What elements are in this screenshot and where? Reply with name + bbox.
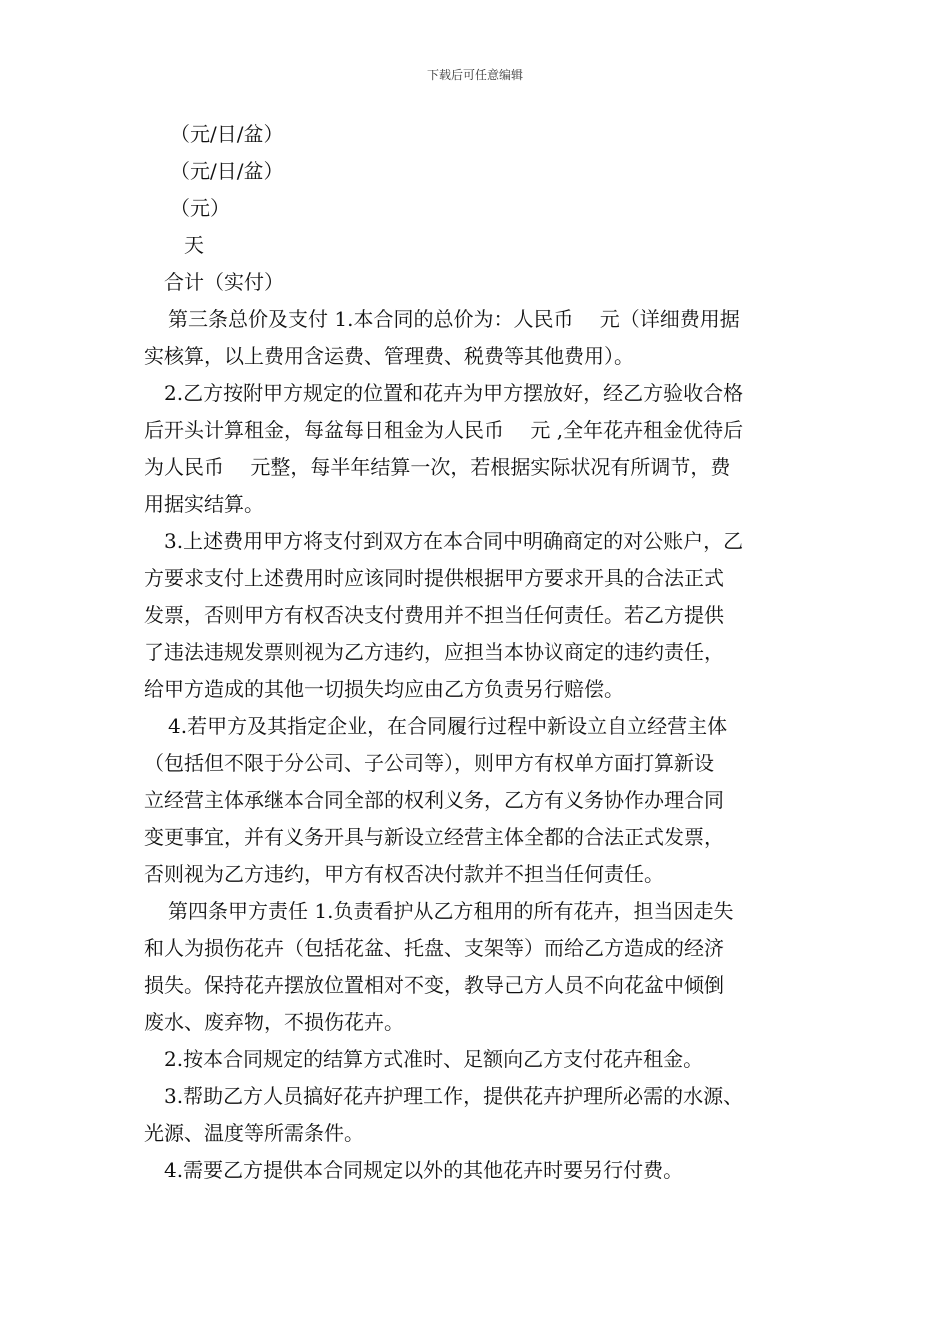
text-line: 实核算，以上费用含运费、管理费、税费等其他费用）。 xyxy=(144,344,634,368)
text-line: 为人民币 元整，每半年结算一次，若根据实际状况有所调节，费 xyxy=(144,455,731,479)
text-line: （包括但不限于分公司、子公司等），则甲方有权单方面打算新设 xyxy=(144,751,714,775)
text-line: 4.需要乙方提供本合同规定以外的其他花卉时要另行付费。 xyxy=(164,1158,684,1182)
text-line: 第四条甲方责任 1.负责看护从乙方租用的所有花卉，担当因走失 xyxy=(168,899,734,923)
text-line: 天 xyxy=(184,233,204,257)
text-line: 4.若甲方及其指定企业，在合同履行过程中新设立自立经营主体 xyxy=(168,714,728,738)
text-line: 立经营主体承继本合同全部的权利义务，乙方有义务协作办理合同 xyxy=(144,788,724,812)
text-line: （元） xyxy=(170,196,230,220)
document-body xyxy=(144,116,814,1189)
text-line: 2.按本合同规定的结算方式准时、足额向乙方支付花卉租金。 xyxy=(164,1047,704,1071)
text-line: 给甲方造成的其他一切损失均应由乙方负责另行赔偿。 xyxy=(144,677,624,701)
page-header: 下载后可任意编辑 xyxy=(426,68,523,82)
text-line: 变更事宜，并有义务开具与新设立经营主体全都的合法正式发票， xyxy=(144,825,724,849)
text-line: 用据实结算。 xyxy=(144,492,264,516)
text-line: 方要求支付上述费用时应该同时提供根据甲方要求开具的合法正式 xyxy=(144,566,724,590)
text-line: 2.乙方按附甲方规定的位置和花卉为甲方摆放好，经乙方验收合格 xyxy=(164,381,744,405)
text-line: 3.帮助乙方人员搞好花卉护理工作，提供花卉护理所必需的水源、 xyxy=(164,1084,744,1108)
text-line: 后开头计算租金，每盆每日租金为人民币 元 ,全年花卉租金优待后 xyxy=(144,418,744,442)
text-line: 损失。保持花卉摆放位置相对不变，教导己方人员不向花盆中倾倒 xyxy=(144,973,724,997)
text-line: （元/日/盆） xyxy=(170,159,284,183)
text-line: 发票，否则甲方有权否决支付费用并不担当任何责任。若乙方提供 xyxy=(144,603,724,627)
text-line: 3.上述费用甲方将支付到双方在本合同中明确商定的对公账户，乙 xyxy=(164,529,744,553)
text-line: （元/日/盆） xyxy=(170,122,284,146)
text-line: 光源、温度等所需条件。 xyxy=(144,1121,364,1145)
text-line: 和人为损伤花卉（包括花盆、托盘、支架等）而给乙方造成的经济 xyxy=(144,936,724,960)
text-line: 废水、废弃物，不损伤花卉。 xyxy=(144,1010,404,1034)
text-line: 合计（实付） xyxy=(164,270,284,294)
text-line: 了违法违规发票则视为乙方违约，应担当本协议商定的违约责任， xyxy=(144,640,724,664)
text-line: 第三条总价及支付 1.本合同的总价为：人民币 元（详细费用据 xyxy=(168,307,740,331)
text-line: 否则视为乙方违约，甲方有权否决付款并不担当任何责任。 xyxy=(144,862,664,886)
